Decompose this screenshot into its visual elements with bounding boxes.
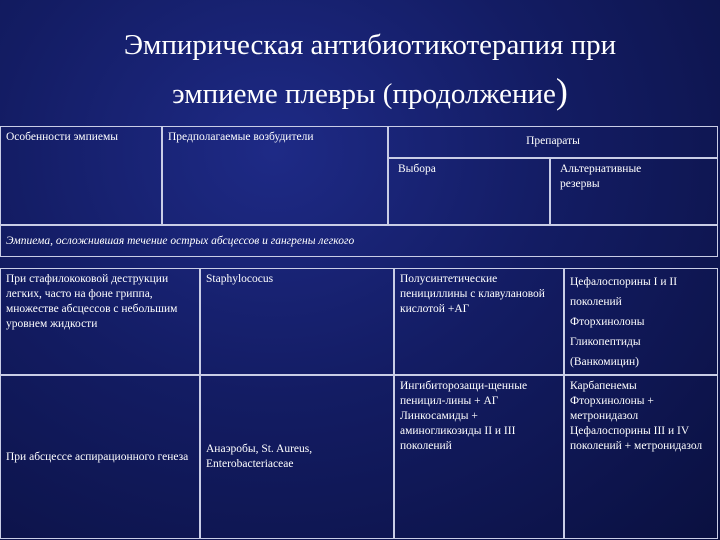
header-alternative — [550, 158, 718, 225]
row2-alternative-text: Карбапенемы Фторхинолоны + метронидазол Цефалоспорины III и IV поколений + метронидазол — [570, 380, 703, 452]
header-choice — [388, 158, 550, 225]
row2-pathogens — [200, 375, 394, 539]
row1-pathogens — [200, 268, 394, 375]
header-choice-label: Выбора — [398, 163, 436, 175]
header-alternative-label: Альтернативные резервы — [560, 163, 642, 190]
header-pathogens-label: Предполагаемые возбудители — [168, 131, 314, 143]
row2-features-text: При абсцессе аспирационного генеза — [6, 450, 189, 463]
row2-choice — [394, 375, 564, 539]
slide-title — [80, 22, 660, 117]
title-line-2 — [80, 68, 660, 117]
row1-features-text: При стафилококовой деструкции легких, часто на фоне гриппа, множестве абсцессов с небольшим уровнем жидкости — [6, 273, 178, 330]
header-drugs-label: Препараты — [526, 135, 580, 147]
row2-pathogens-text: Анаэробы, St. Aureus, Enterobacteriaceae — [206, 443, 313, 470]
title-line-2-text: эмпиеме плевры (продолжение — [172, 78, 556, 110]
header-features — [0, 126, 162, 225]
row1-alternative-text: Цефалоспорины I и II поколений Фторхинолоны Гликопептиды (Ванкомицин) — [570, 276, 678, 368]
row1-choice — [394, 268, 564, 375]
header-pathogens — [162, 126, 388, 225]
row1-alternative — [564, 268, 718, 375]
header-features-label: Особенности эмпиемы — [6, 131, 118, 143]
row1-features — [0, 268, 200, 375]
row2-choice-text: Ингибиторозащи-щенные пеницил-лины + АГ Линкосамиды + аминогликозиды II и III поколений — [400, 380, 528, 452]
row1-choice-text: Полусинтетические пенициллины с клавулановой кислотой +АГ — [400, 273, 545, 315]
header-drugs — [388, 126, 718, 158]
title-line-1: Эмпирическая антибиотикотерапия при — [123, 29, 617, 61]
section-title: Эмпиема, осложнившая течение острых абсцессов и гангрены легкого — [6, 235, 355, 247]
section-title-row — [0, 225, 718, 257]
row2-alternative — [564, 375, 718, 539]
title-closing-paren: ) — [555, 71, 568, 111]
row1-pathogens-text: Staphylococus — [206, 273, 274, 285]
row2-features — [0, 375, 200, 539]
